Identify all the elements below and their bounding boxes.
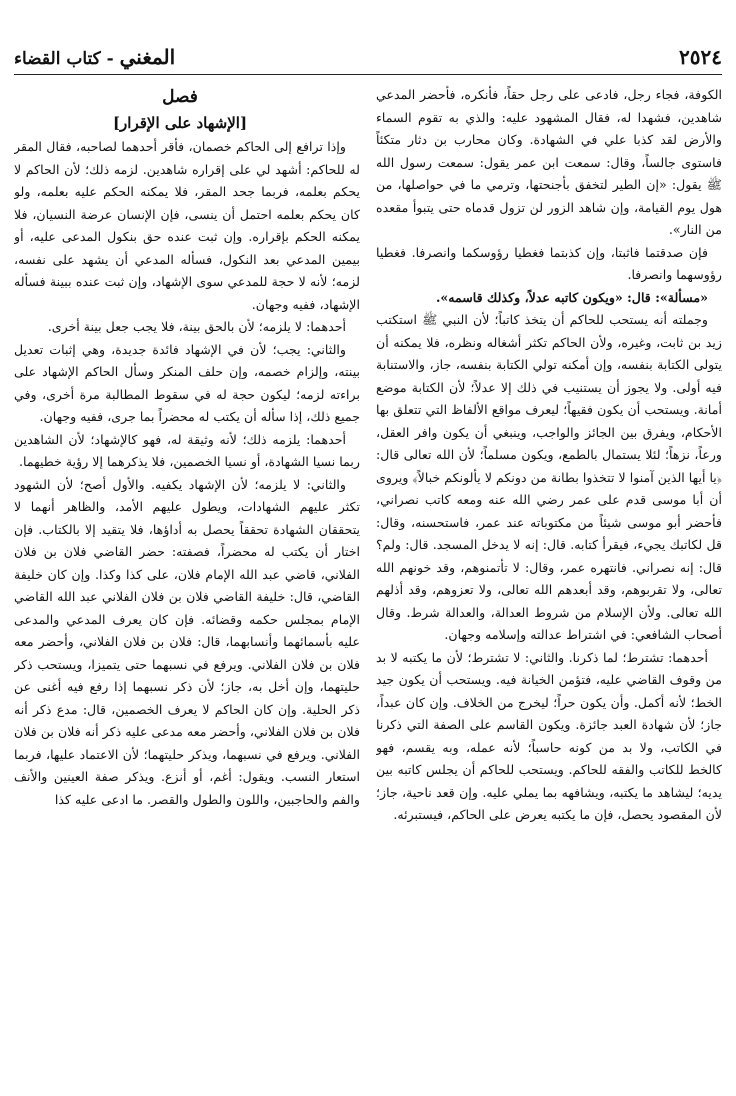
paragraph: والثاني: لا يلزمه؛ لأن الإشهاد يكفيه. والأول أصح؛ لأن الشهود تكثر عليهم الشهادات، ويطول عليهم الأمد، والظاهر أنهما لا يتحققان الشهادة تحققاً يحصل به أداؤها، فلا يتقيد إلا بالكتاب. فإن اختار أن يكتب له محضراً، فصفته: حضر القاضي فلان بن فلان الفلاني، قاضي عبد الله الإمام فلان، على كذا وكذا. وإن كان خليفة القاضي، قال: خليفة القاضي فلان بن فلان الفلاني عبد الله القاضي الإمام بمجلس حكمه وقضائه. فإن كان يعرف المدعي والمدعى عليه بأسمائهما وأنسابهما، قال: فلان بن فلان الفلاني، وأحضر معه فلان بن فلان الفلاني. ويرفع في نسبهما حتى يتميزا، ويستحب ذكر حليتهما، وإن أخل به، جاز؛ لأن ذكر نسبهما إذا رفع فيه أغنى عن ذكر الحلية. وإن كان الحاكم لا يعرف الخصمين، قال: مدع ذكر أنه فلان بن فلان الفلاني، وأحضر معه مدعى عليه ذكر أنه فلان بن فلان الفلاني. ويرفع في نسبهما، ويذكر حليتهما؛ لأن الاعتماد عليها، فربما استعار النسب. ويقول: أغم، أو أنزع. ويذكر صفة العينين والأنف والفم والحاجبين، واللون والطول والقصر. ما ادعى عليه كذا [14, 476, 360, 807]
page-number: ٢٥٢٤ [679, 45, 722, 69]
section-heading: فصل [162, 87, 198, 107]
paragraph: والثاني: يجب؛ لأن في الإشهاد فائدة جديدة، وهي إثبات تعديل بينته، وإلزام خصمه، وإن حلف المنكر وسأل الحاكم الإشهاد على براءته لزمه؛ ليكون حجة له في سقوط المطالبة مرة أخرى، وفي جميع ذلك، إذا سأله أن يكتب له محضراً بما جرى، ففيه وجهان. [14, 341, 360, 424]
paragraph: فإن صدقتما فاثبتا، وإن كذبتما فغطيا رؤوسكما وانصرفا. فغطيا رؤوسهما وانصرفا. [376, 244, 722, 282]
book-title: المغني [119, 45, 176, 69]
right-column [376, 84, 722, 1084]
paragraph: وجملته أنه يستحب للحاكم أن يتخذ كاتباً؛ لأن النبي ﷺ استكتب زيد بن ثابت، وغيره، ولأن الحاكم تكثر أشغاله ونظره، فلا يمكنه أن يتولى الكتابة بنفسه، وإن أمكنه تولي الكتابة بنفسه، جاز، والاستنابة فيه أولى. ولا يجوز أن يستنيب في ذلك إلا عدلاً؛ لأن الكتابة موضع أمانة. ويستحب أن يكون فقيهاً؛ ليعرف مواقع الألفاظ التي تتعلق بها الأحكام، ويفرق بين الجائز والواجب، وينبغي أن يكون وافر العقل، ورعاً، نزهاً؛ لئلا يستمال بالطمع، ويكون مسلماً؛ لأن الله تعالى قال: ﴿يا أيها الذين آمنوا لا تتخذوا بطانة من دونكم لا يألونكم خبالاً﴾ ويروى أن أبا موسى قدم على عمر رضي الله عنه ومعه كاتب نصراني، فأحضر أبو موسى شيئاً من مكتوباته عند عمر، فاستحسنه، وقال: قل لكاتبك يجيء، فيقرأ كتابه. قال: إنه لا يدخل المسجد. قال: ولم؟ قال: إنه نصراني. فانتهره عمر، وقال: لا تأتمنوهم، وقد خونهم الله تعالى، ولا تقربوهم، وقد أبعدهم الله تعالى، ولا تعزوهم، وقد أذلهم الله تعالى. ولأن الإسلام من شروط العدالة، والعدالة شرط. وقال أصحاب الشافعي: في اشتراط عدالته وإسلامه وجهان. [376, 312, 722, 642]
paragraph: أحدهما: تشترط؛ لما ذكرنا. والثاني: لا تشترط؛ لأن ما يكتبه لا بد من وقوف القاضي عليه، فتؤمن الخيانة فيه. ويستحب أن يكون جيد الخط؛ لأنه أكمل. وأن يكون حراً؛ ليخرج من الخلاف. وإن كان عبداً، جاز؛ لأن شهادة العبد جائزة. ويكون القاسم على الصفة التي ذكرنا في الكاتب، ولا بد من كونه حاسباً؛ لأنه عمله، وبه يقسم، فهو كالخط للكاتب والفقه للحاكم. ويستحب للحاكم أن يجلس كاتبه بين يديه؛ ليشاهد ما يكتبه، ويشافهه بما يملي عليه. وإن قعد ناحية، جاز؛ لأن المقصود يحصل، فإن ما يكتبه يعرض على الحاكم، فيستبرئه. [376, 649, 722, 822]
text-columns [14, 84, 722, 1084]
section-subheading: [الإشهاد على الإقرار] [112, 114, 248, 132]
running-title [14, 45, 175, 69]
paragraph: الكوفة، فجاء رجل، فادعى على رجل حقاً، فأنكره، فأحضر المدعي شاهدين، فشهدا له، فقال المشهود عليه: والذي به تقوم السماء والأرض لقد كذبا علي في الشهادة. وكان محارب بن دثار متكئاً فاستوى جالساً، وقال: سمعت ابن عمر يقول: سمعت رسول الله ﷺ يقول: «إن الطير لتخفق بأجنحتها، وترمي ما في حواصلها، من هول يوم القيامة، وإن شاهد الزور لن تزول قدماه حتى يتبوأ مقعده من النار». [376, 87, 722, 237]
paragraph: أحدهما: لا يلزمه؛ لأن بالحق بينة، فلا يجب جعل بينة أخرى. [47, 319, 346, 334]
left-column [14, 84, 360, 1084]
paragraph: وإذا ترافع إلى الحاكم خصمان، فأقر أحدهما لصاحبه، فقال المقر له للحاكم: أشهد لي على إقراره شاهدين. لزمه ذلك؛ لأن الحاكم لا يحكم بعلمه، فربما جحد المقر، فلا يمكنه الحكم عليه بعلمه، ولو كان يحكم بعلمه احتمل أن ينسى، فإن الإنسان عرضة النسيان، فلا يمكنه الحكم بإقراره. وإن ثبت عنده حق بنكول المدعى عليه، أو بيمين المدعي بعد النكول، فسأله المدعي أن يشهد على نفسه، لزمه؛ لأنه لا حجة للمدعي سوى الإشهاد، وإن ثبت عنده ببينة فسأله الإشهاد، ففيه وجهان. [14, 139, 360, 312]
section-title: - كتاب القضاء [14, 49, 114, 69]
masala-heading: «مسألة»: قال: «ويكون كاتبه عدلاً، وكذلك قاسمه». [435, 289, 708, 305]
page-header [14, 40, 722, 75]
paragraph: أحدهما: يلزمه ذلك؛ لأنه وثيقة له، فهو كالإشهاد؛ لأن الشاهدين ربما نسيا الشهادة، أو نسيا الخصمين، فلا يذكرهما إلا رؤية خطيهما. [14, 431, 360, 469]
